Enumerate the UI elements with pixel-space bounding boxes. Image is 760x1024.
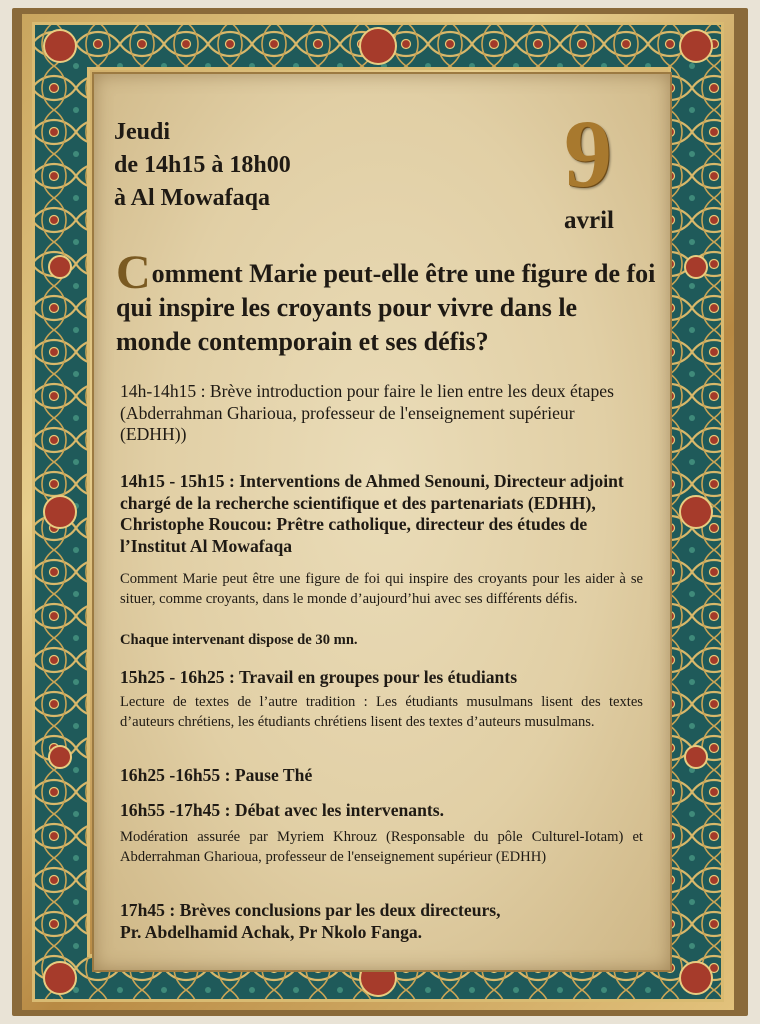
- program-item-conclusions: [120, 899, 620, 943]
- event-day: Jeudi: [114, 119, 171, 145]
- title-drop-cap: C: [116, 246, 151, 299]
- conclusions-line-2: Pr. Abdelhamid Achak, Pr Nkolo Fanga.: [120, 922, 423, 942]
- program-item-debate-heading: 16h55 -17h45 : Débat avec les intervenants.: [120, 800, 444, 820]
- program-item-interventions-description: Comment Marie peut être une figure de foi qui inspire des croyants pour les aider à se situer, comme croyants, dans le monde d’aujourd’hui avec ses différents défis.: [120, 571, 643, 608]
- event-time: de 14h15 à 18h00: [114, 152, 291, 178]
- conclusions-line-1: 17h45 : Brèves conclusions par les deux directeurs,: [120, 900, 501, 920]
- program-item-interventions-heading: 14h15 - 15h15 : Interventions de Ahmed Senouni, Directeur adjoint chargé de la recherche scientifique et des partenariats (EDHH), Christophe Roucou: Prêtre catholique, directeur des études de l’Institut Al Mowafaqa: [120, 471, 624, 556]
- title-text: omment Marie peut-elle être une figure de foi qui inspire les croyants pour vivre dans le monde contemporain et ses défis?: [116, 259, 656, 356]
- introduction-text: Brève introduction pour faire le lien entre les deux étapes (Abderrahman Gharioua, professeur de l'enseignement supérieur (EDHH)): [120, 381, 614, 445]
- program-item-group-work-heading: 15h25 - 16h25 : Travail en groupes pour les étudiants: [120, 667, 518, 687]
- introduction-time: 14h-14h15 :: [120, 381, 206, 401]
- event-schedule-header: [114, 116, 414, 215]
- program-item-debate-description: Modération assurée par Myriem Khrouz (Responsable du pôle Culturel-Iotam) et Abderrahman Gharioua, professeur de l'enseignement supérieur (EDHH): [120, 829, 643, 866]
- program-item-group-work-description: Lecture de textes de l’autre tradition : Les étudiants musulmans lisent des textes d’auteurs chrétiens, les étudiants chrétiens lisent des textes d’auteurs musulmans.: [120, 694, 643, 731]
- event-title: [116, 246, 656, 359]
- program-item-interventions-note: Chaque intervenant dispose de 30 mn.: [120, 632, 358, 648]
- event-place: à Al Mowafaqa: [114, 185, 270, 211]
- date-number: 9: [564, 100, 612, 207]
- program-item-introduction: [120, 381, 645, 446]
- date-month: avril: [564, 207, 614, 234]
- program-item-tea-break: 16h25 -16h55 : Pause Thé: [120, 765, 313, 785]
